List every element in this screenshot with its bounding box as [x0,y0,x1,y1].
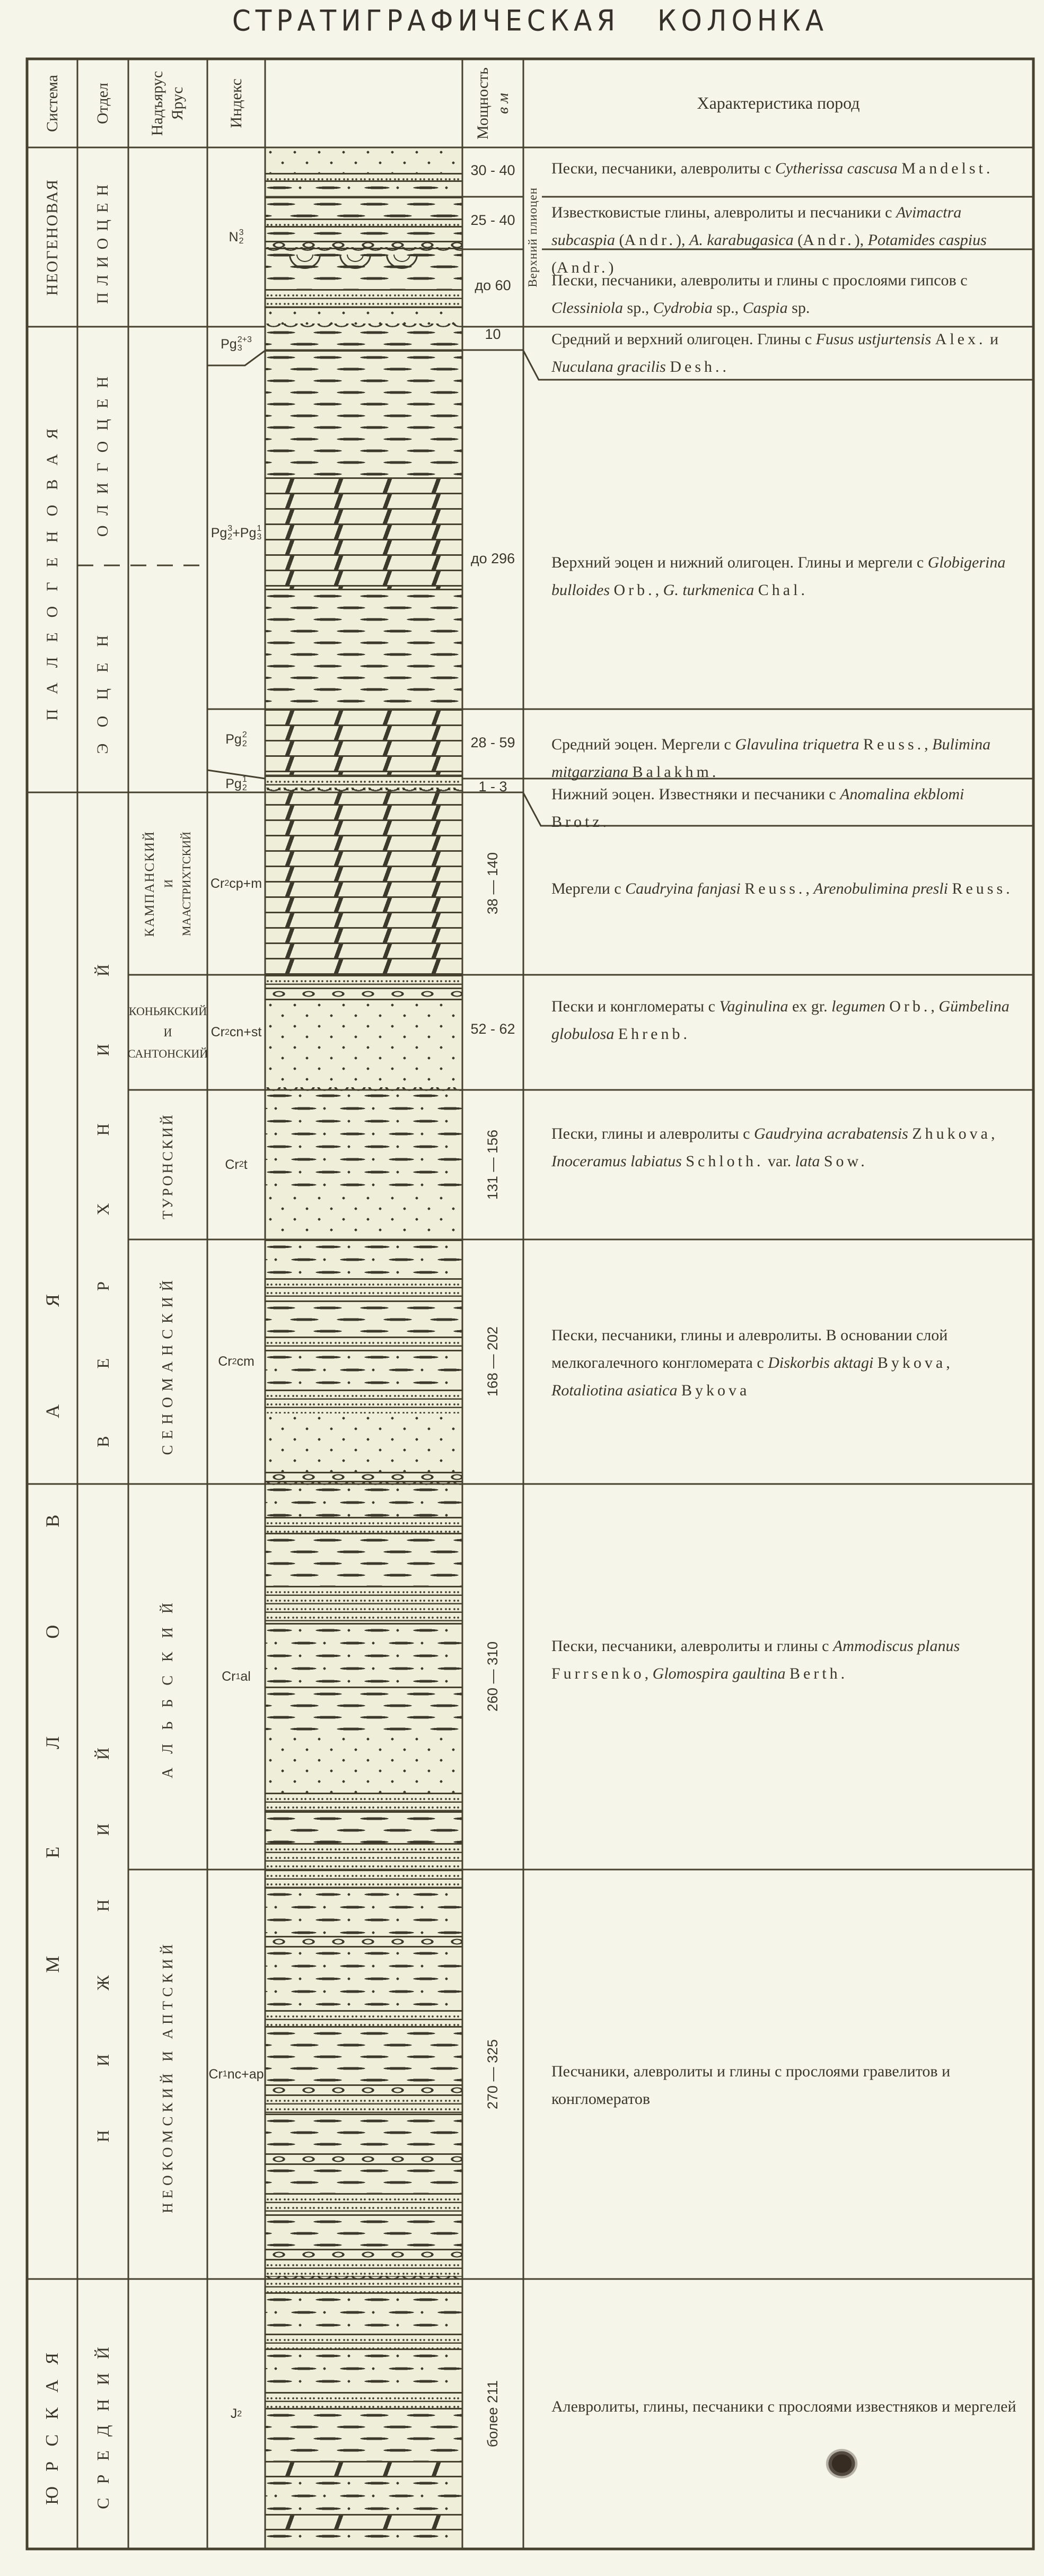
index-cr2-cnst: Cr 2 cn+st [210,1025,262,1040]
index-j2: J 2 [230,2406,242,2421]
thickness-value: 25 - 40 [470,212,515,228]
thickness-value: 270 — 325 [485,2039,501,2110]
thickness-value: 1 - 3 [478,779,507,794]
stage-campanian-maastrichtian: КАМПАНСКИЙ И МААСТРИХТСКИЙ [142,830,193,937]
description-text: Средний и верхний олигоцен. Глины с Fusus ustjurtensis Alex. и Nuculana gracilis Desh.. [551,330,999,376]
index-pg2-2: Pg 2 2 [225,730,247,748]
series-pliocene: ПЛИОЦЕН [94,177,111,304]
index-cr2-cm: Cr 2 cm [218,1354,255,1369]
description-text: Пески, песчаники, алевролиты и глины с Ammodiscus planus Furrsenko, Glomospira gaultina Berth. [551,1637,960,1682]
description-text: Пески и конгломераты с Vaginulina ex gr. legumen Orb., Gümbelina globulosa Ehrenb. [551,998,1010,1043]
description-text: Пески, песчаники, алевролиты и глины с прослоями гипсов с Clessiniola sp., Cydrobia sp., Caspia sp. [551,272,968,317]
description-text: Известковистые глины, алевролиты и песчаники с Avimactra subcaspia (Andr.), A. karabugasica (Andr.), Potamides caspius (Andr.) [551,204,987,276]
description-text: Пески, глины и алевролиты с Gaudryina acrabatensis Zhukova, Inoceramus labiatus Schloth. var. lata Sow. [551,1125,995,1170]
header-description: Характеристика пород [697,93,860,112]
thickness-value: 260 — 310 [485,1641,501,1712]
series-lower-cretaceous: НИЖНИЙ [93,1684,112,2143]
description-text: Верхний эоцен и нижний олигоцен. Глины и мергели с Globigerina bulloides Orb., G. turkmenica Chal. [551,554,1006,599]
index-pg2-pg3: Pg 3 2 + Pg 1 3 [210,523,262,542]
thickness-value: 38 — 140 [485,852,501,915]
thickness-value: 10 [485,326,501,342]
page-title: СТРАТИГРАФИЧЕСКАЯ КОЛОНКА [232,4,829,38]
description-text: Мергели с Caudryina fanjasi Reuss., Arenobulimina presli Reuss. [551,880,1013,897]
description-text: Песчаники, алевролиты и глины с прослоями гравелитов и конгломератов [551,2063,951,2108]
description-text: Нижний эоцен. Известняки и песчаники с Anomalina ekblomi Brotz. [551,785,964,831]
system-paleogene: ПАЛЕОГЕНОВАЯ [43,413,61,721]
index-n2: N 3 2 [229,228,244,246]
system-neogene: НЕОГЕНОВАЯ [43,178,61,296]
thickness-value: более 211 [485,2380,501,2448]
index-cr2-cpm: Cr 2 cp+m [210,876,262,891]
header-stage: Надъярус Ярус [148,71,187,136]
thickness-value: 168 — 202 [485,1326,501,1397]
system-jurassic: ЮРСКАЯ [42,2338,62,2505]
description-text: Пески, песчаники, алевролиты с Cytherissa cascusa Mandelst. [551,160,994,177]
thickness-value: 28 - 59 [470,735,515,750]
series-oligocene: ОЛИГОЦЕН [94,365,111,537]
thickness-value: 30 - 40 [470,162,515,178]
header-index: Индекс [227,78,245,128]
index-cr1-al: Cr 1 al [222,1669,251,1684]
header-thickness: Мощность в м [473,67,512,139]
stage-albian: АЛЬБСКИЙ [159,1589,176,1778]
stage-cenomanian: СЕНОМАНСКИЙ [159,1274,176,1455]
index-pg2-1: Pg 1 2 [225,774,247,792]
series-middle-jurassic: СРЕДНИЙ [93,2333,112,2509]
index-cr2-t: Cr 2 t [225,1157,248,1172]
thickness-value: до 296 [470,551,515,566]
stage-coniacian-santonian: КОНЬЯКСКИЙ И САНТОНСКИЙ [127,1004,208,1060]
index-cr1-ncap: Cr 1 nc+ap [208,2066,264,2082]
description-text: Алевролиты, глины, песчаники с прослоями известняков и мергелей [551,2398,1016,2415]
series-eocene: ЭОЦЕН [94,619,111,754]
index-pg3: Pg 2+3 3 [221,335,252,353]
header-system: Система [43,74,61,132]
thickness-value: 131 — 156 [485,1129,501,1200]
thickness-value: до 60 [475,277,511,293]
description-text: Пески, песчаники, глины и алевролиты. В основании слой мелкогалечного конгломерата с Diskorbis aktagi Bykova, Rotaliotina asiatica Bykova [551,1326,950,1399]
pliocene-note: Верхний плиоцен [525,187,539,287]
header-series: Отдел [94,82,111,124]
description-text: Средний эоцен. Мергели с Glavulina triquetra Reuss., Bulimina mitgarziana Balakhm. [551,736,991,781]
stage-neocomian-aptian: НЕОКОМСКИЙ И АПТСКИЙ [160,1940,176,2213]
series-upper-cretaceous: ВЕРХНИЙ [93,896,112,1447]
stage-turonian: ТУРОНСКИЙ [160,1112,176,1219]
system-cretaceous: МЕЛОВАЯ [41,1196,63,1973]
thickness-value: 52 - 62 [470,1021,515,1037]
